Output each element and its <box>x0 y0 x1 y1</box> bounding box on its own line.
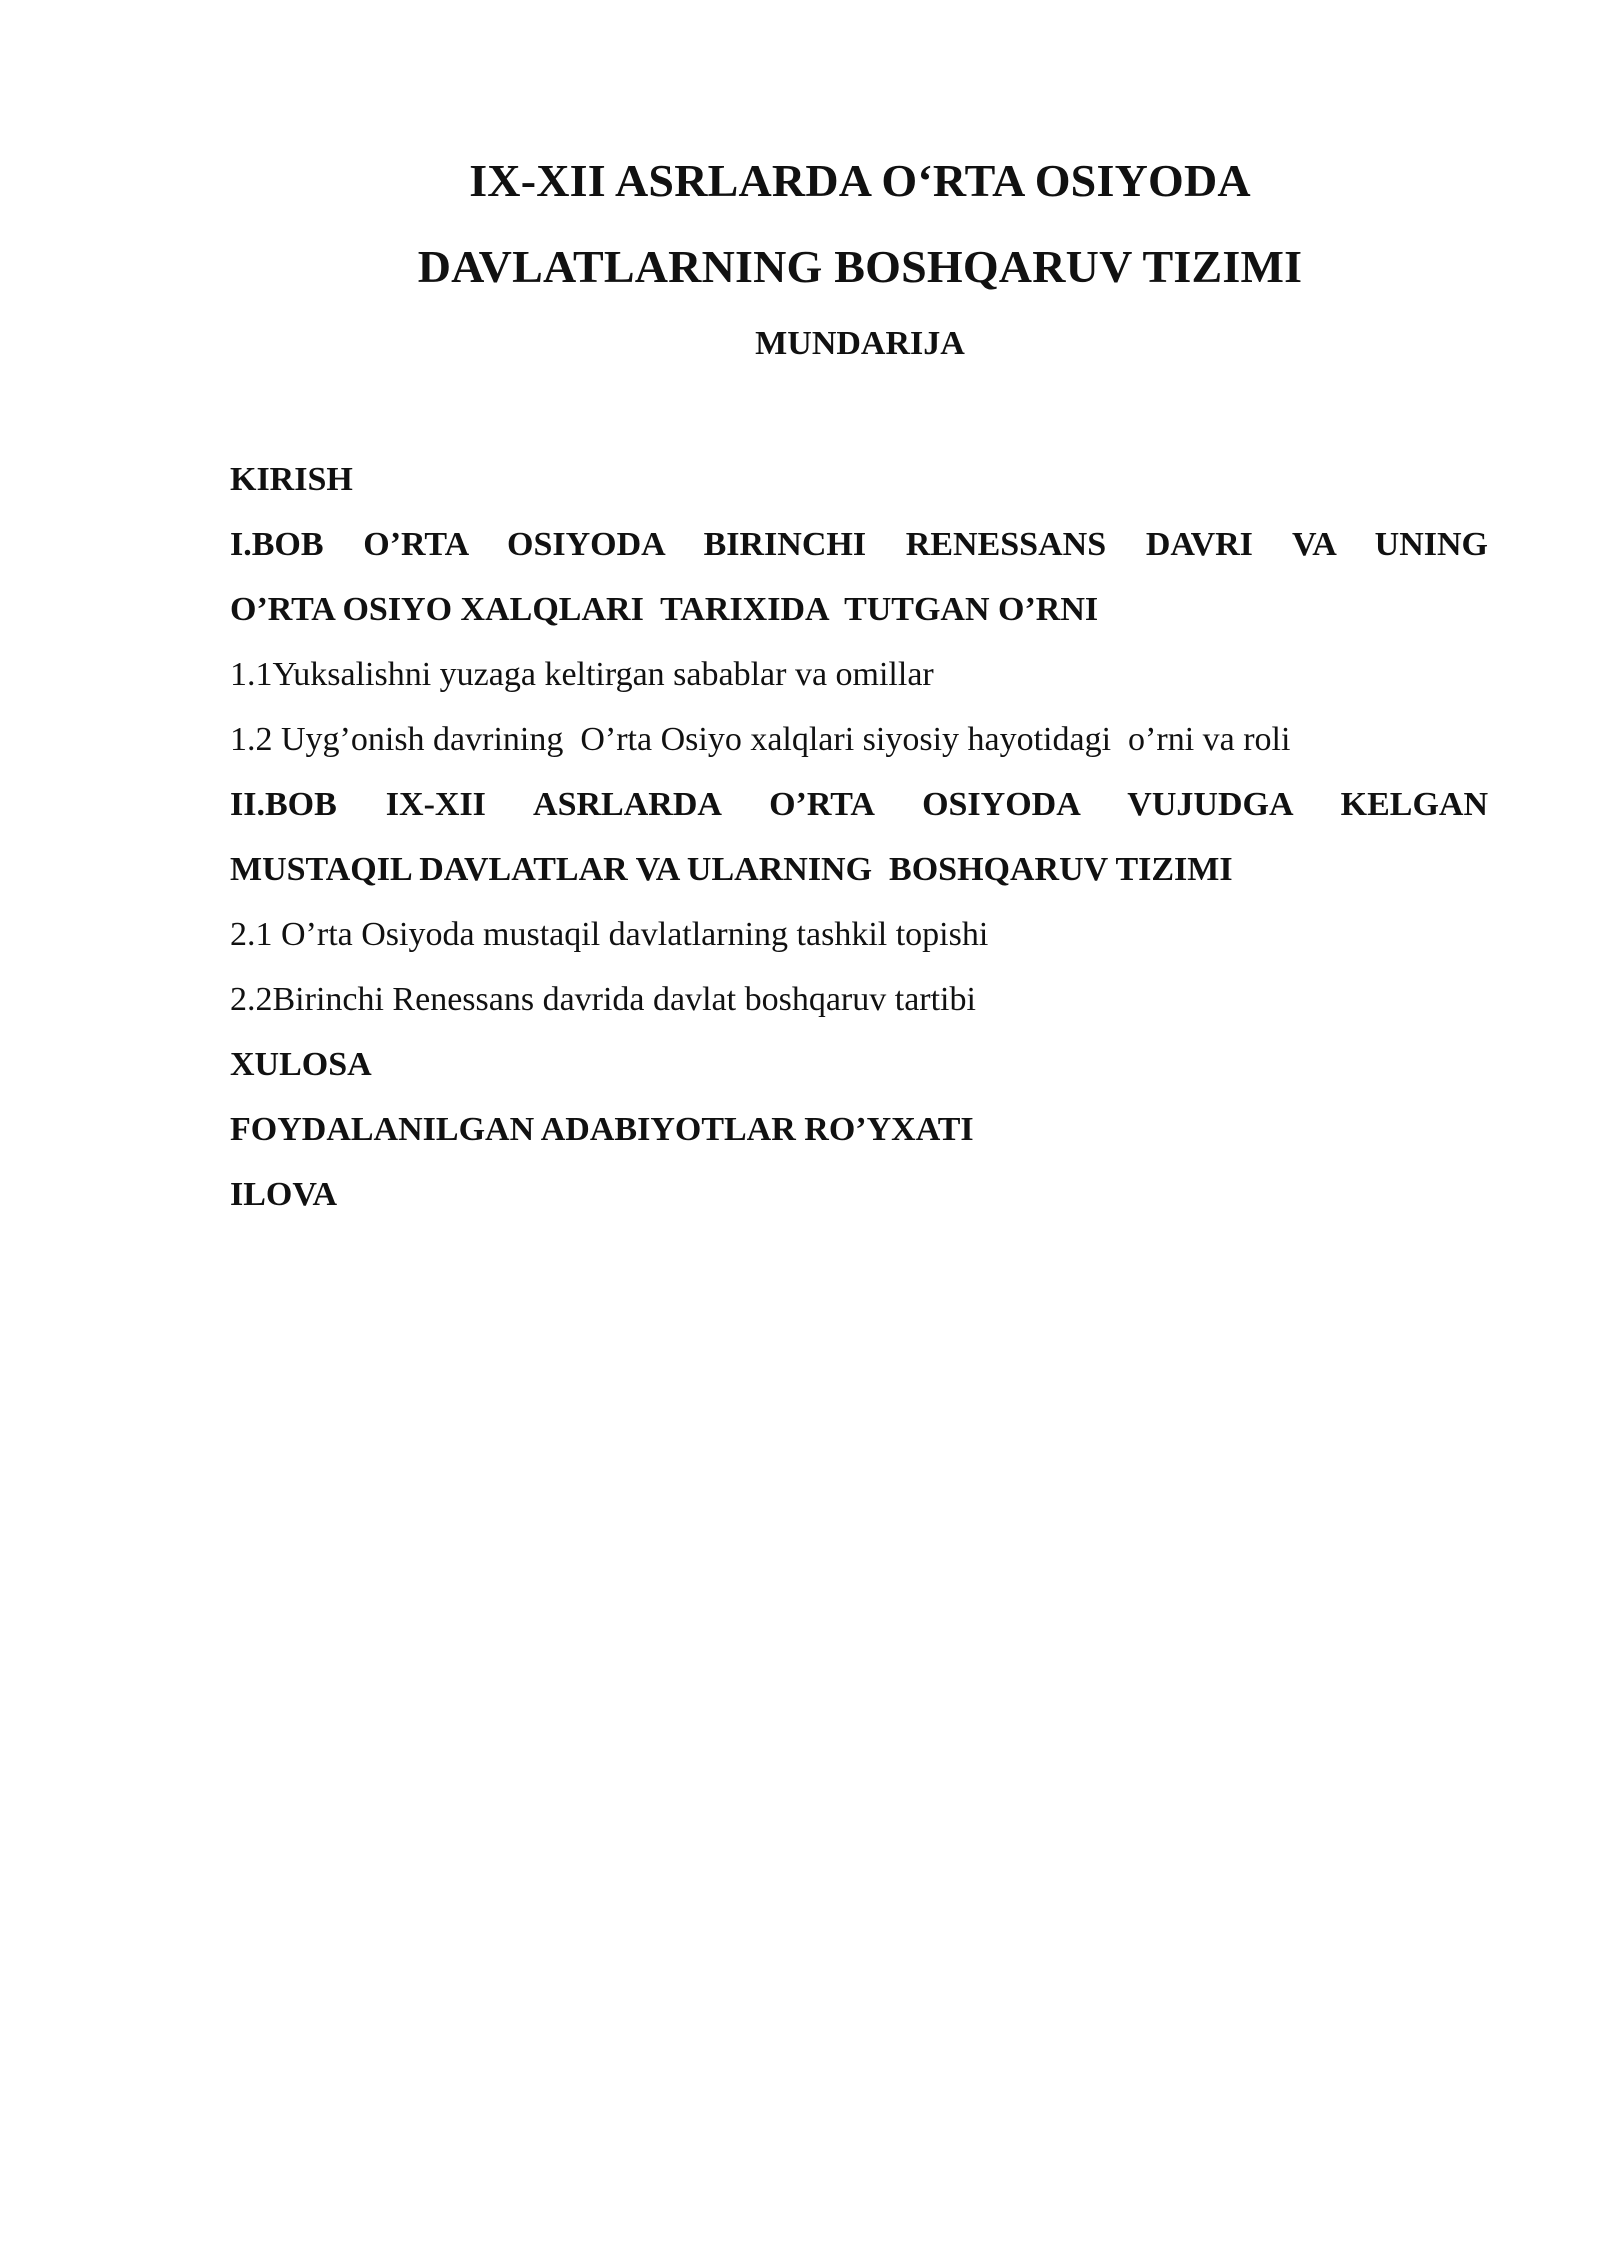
toc-item-section-2-1: 2.1 O’rta Osiyoda mustaqil davlatlarning tashkil topishi <box>230 916 989 953</box>
toc-item-section-1-1: 1.1Yuksalishni yuzaga keltirgan sabablar va omillar <box>230 656 934 693</box>
table-of-contents-heading: MUNDARIJA <box>755 325 965 362</box>
toc-item-chapter-2-line-2: MUSTAQIL DAVLATLAR VA ULARNING BOSHQARUV TIZIMI <box>230 851 1233 888</box>
toc-item-chapter-2-line-1: II.BOB IX-XII ASRLARDA O’RTA OSIYODA VUJUDGA KELGAN <box>230 786 1488 823</box>
toc-item-xulosa: XULOSA <box>230 1046 372 1083</box>
toc-item-ilova: ILOVA <box>230 1176 338 1213</box>
toc-item-chapter-1-line-1: I.BOB O’RTA OSIYODA BIRINCHI RENESSANS DAVRI VA UNING <box>230 526 1488 563</box>
document-title-line-2: DAVLATLARNING BOSHQARUV TIZIMI <box>417 241 1303 292</box>
toc-item-kirish: KIRISH <box>230 461 353 498</box>
toc-item-chapter-1-line-2: O’RTA OSIYO XALQLARI TARIXIDA TUTGAN O’RNI <box>230 591 1099 628</box>
toc-item-references: FOYDALANILGAN ADABIYOTLAR RO’YXATI <box>230 1111 974 1148</box>
toc-item-section-2-2: 2.2Birinchi Renessans davrida davlat boshqaruv tartibi <box>230 981 976 1018</box>
table-of-contents <box>230 447 1488 1227</box>
toc-item-section-1-2: 1.2 Uyg’onish davrining O’rta Osiyo xalqlari siyosiy hayotidagi o’rni va roli <box>230 721 1291 758</box>
document-title-line-1: IX-XII ASRLARDA O‘RTA OSIYODA <box>469 155 1251 206</box>
